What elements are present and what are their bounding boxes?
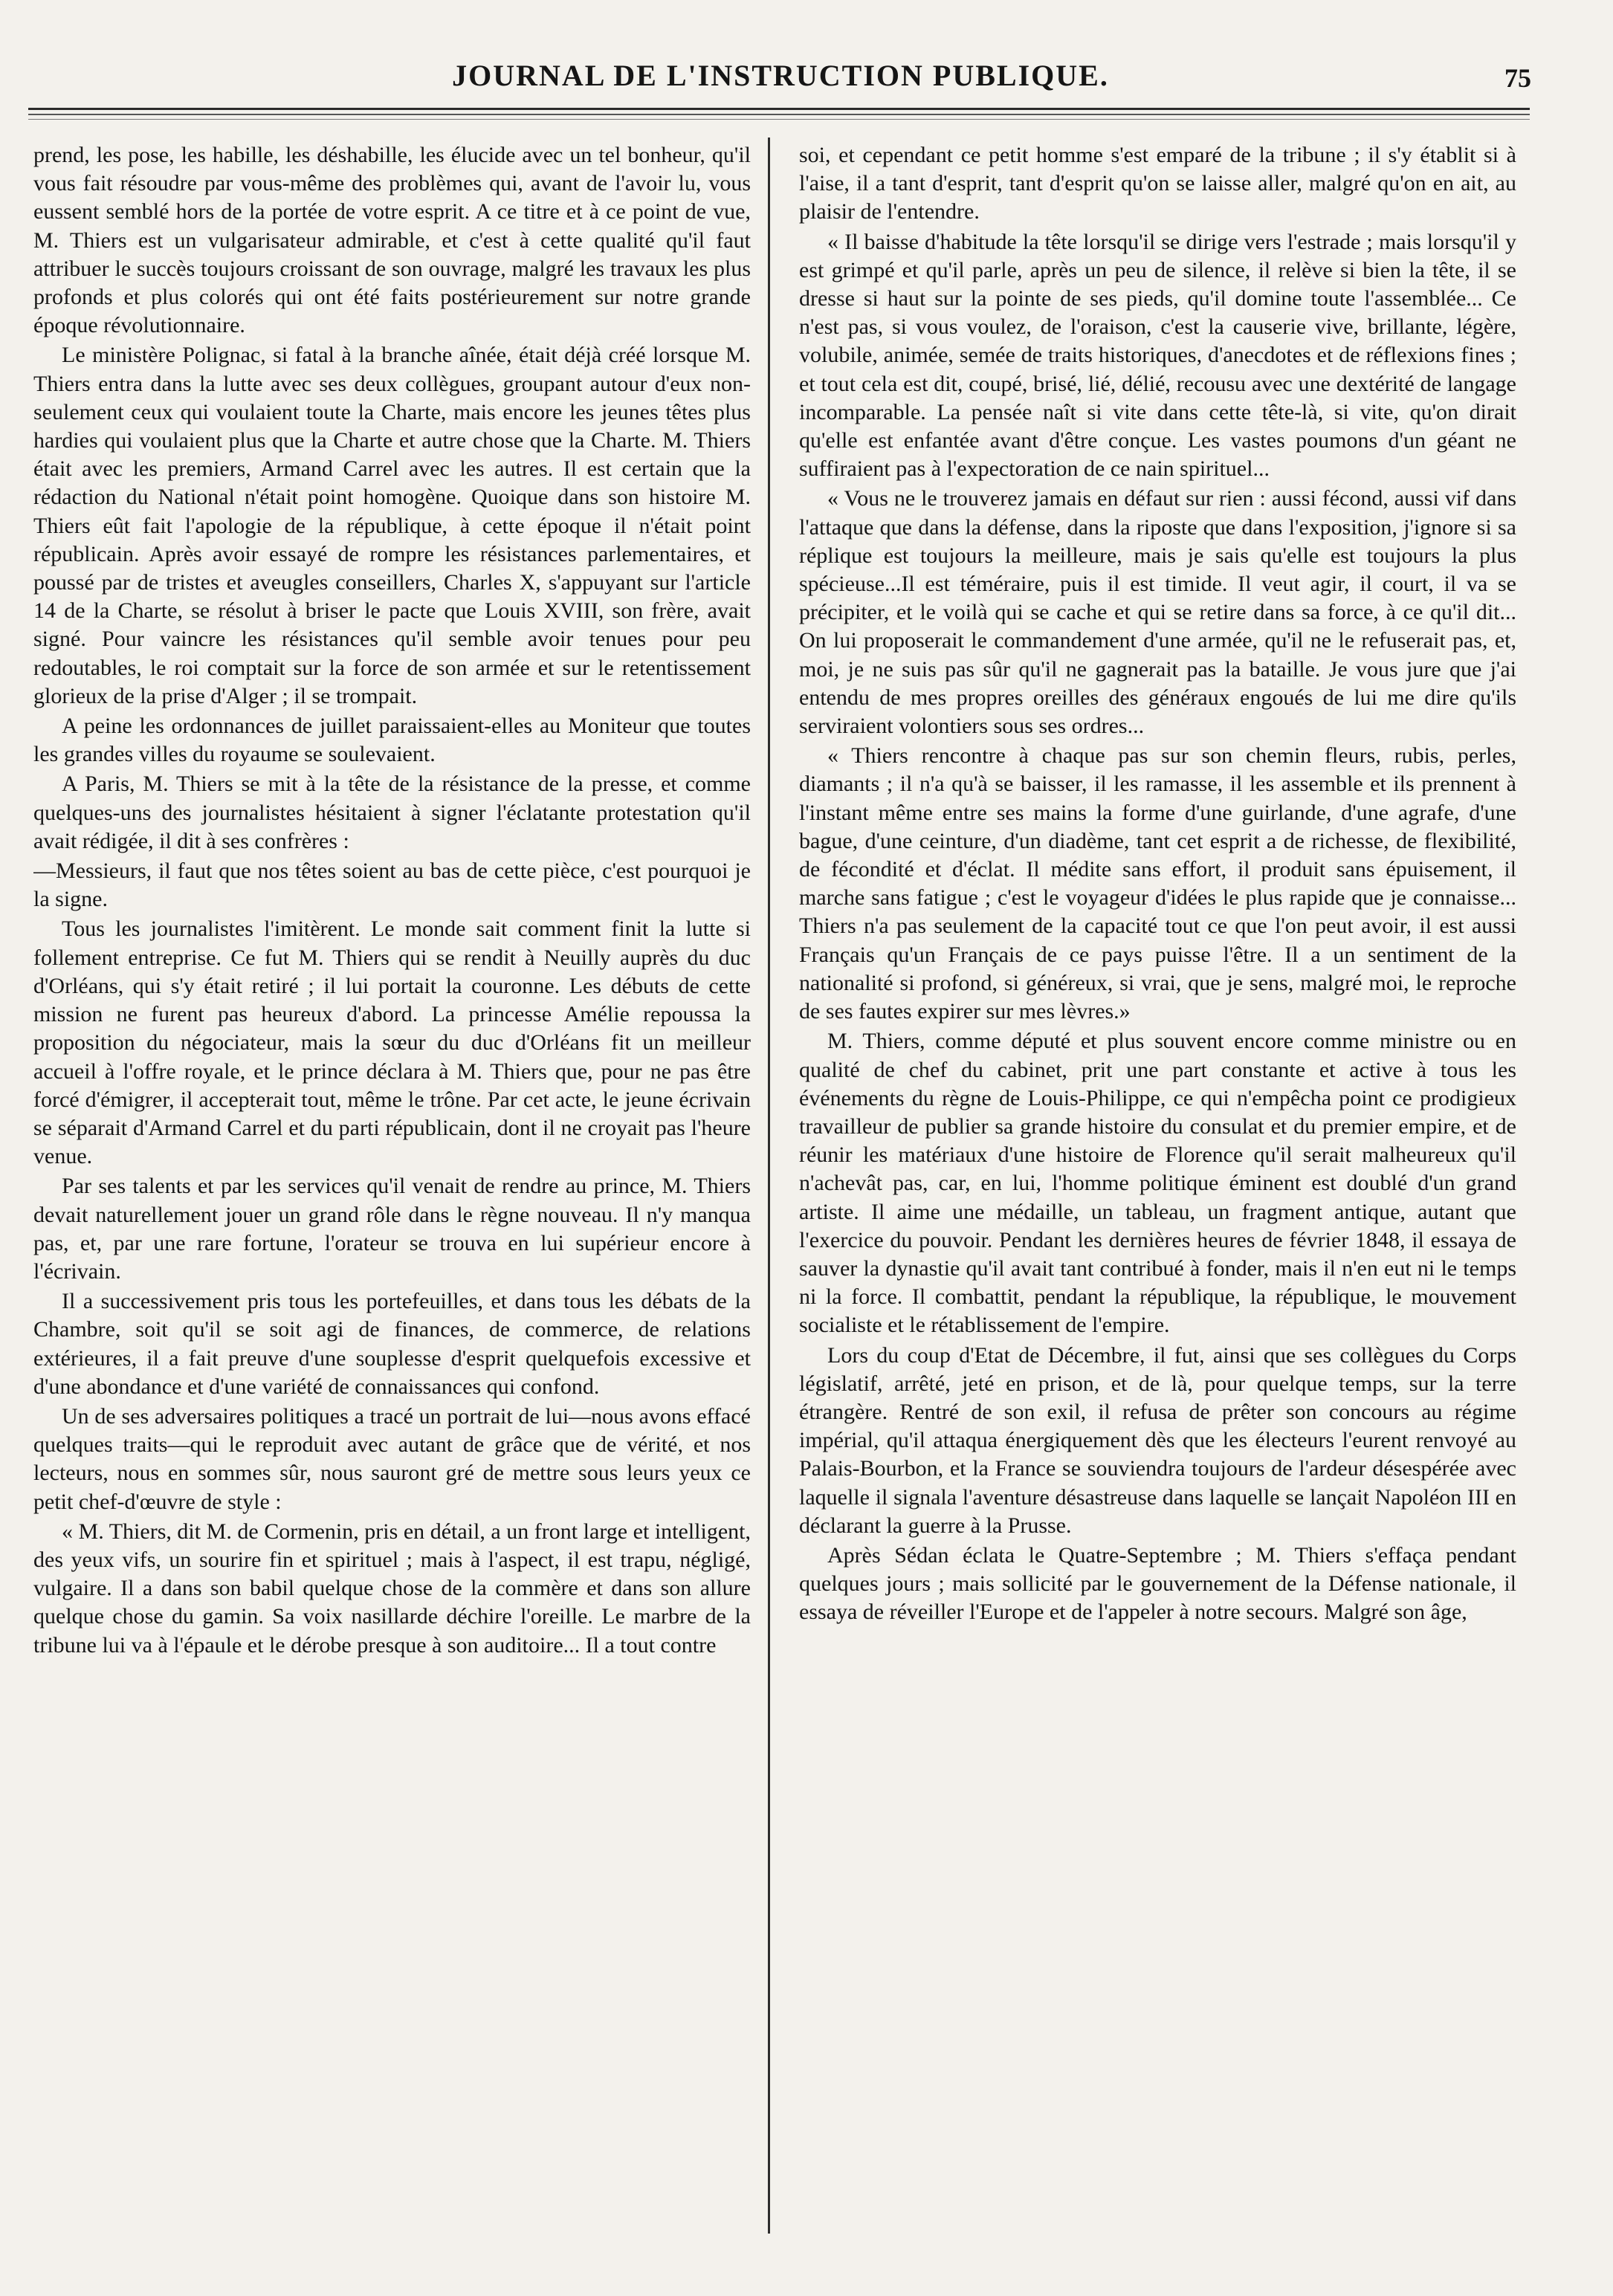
header-rule-secondary: [28, 114, 1530, 115]
paragraph: Lors du coup d'Etat de Décembre, il fut, ainsi que ses collègues du Corps législatif, arrêté, jeté en prison, et de là, pour quelque temps, sur la terre étrangère. Rentré de son exil, il refusa de prêter son concours au régime impérial, qu'il attaqua énergiquement dès que les électeurs l'eurent renvoyé au Palais-Bourbon, et la France se souviendra toujours de l'ardeur désespérée avec laquelle il signala l'aventure désastreuse dans laquelle se lançait Napoléon III en déclarant la guerre à la Prusse.: [799, 1342, 1516, 1538]
paragraph: A peine les ordonnances de juillet paraissaient-elles au Moniteur que toutes les grandes villes du royaume se soulevaient.: [33, 714, 751, 767]
right-column: [799, 141, 1516, 2222]
paragraph: Après Sédan éclata le Quatre-Septembre ; M. Thiers s'effaça pendant quelques jours ; mais sollicité par le gouvernement de la Défense nationale, il essaya de réveiller l'Europe et de l'appeler à notre secours. Malgré son âge,: [799, 1542, 1516, 1625]
paragraph: Tous les journalistes l'imitèrent. Le monde sait comment finit la lutte si follement entreprise. Ce fut M. Thiers qui se rendit à Neuilly auprès du duc d'Orléans, qui s'y était retiré ; il lui portait la couronne. Les débuts de cette mission ne furent pas heureux d'abord. La princesse Amélie repoussa la proposition du négociateur, mais la sœur du duc d'Orléans fit un meilleur accueil à l'offre royale, et le prince déclara à M. Thiers que, pour ne pas être forcé d'émigrer, il accepterait tout, même le trône. Par cet acte, le jeune écrivain se séparait d'Armand Carrel et du parti républicain, dont il ne croyait pas l'heure venue.: [33, 916, 751, 1169]
paragraph: soi, et cependant ce petit homme s'est emparé de la tribune ; il s'y établit si à l'aise, il a tant d'esprit, tant d'esprit qu'on se laisse aller, malgré qu'on en ait, au plaisir de l'entendre.: [799, 143, 1516, 224]
page-number: 75: [1504, 63, 1531, 93]
header-rule-tertiary: [28, 119, 1530, 120]
paragraph: « Vous ne le trouverez jamais en défaut sur rien : aussi fécond, aussi vif dans l'attaque que dans la défense, dans la riposte que dans l'exposition, j'ignore si sa réplique est toujours la meilleure, mais je sais qu'elle est toujours la plus spécieuse...Il est téméraire, puis il est timide. Il veut agir, il court, il va se précipiter, et le voilà qui se cache et qui se retire dans sa force, à ce qu'il dit... On lui proposerait le commandement d'une armée, qu'il ne le refuserait pas, et, moi, je ne suis pas sûr qu'il ne gagnerait pas la bataille. Je vous jure que j'ai entendu de mes propres oreilles des généraux engoués de lui me dire qu'ils serviraient volontiers sous ses ordres...: [799, 486, 1516, 739]
paragraph: Le ministère Polignac, si fatal à la branche aînée, était déjà créé lorsque M. Thiers entra dans la lutte avec ses deux collègues, groupant autour d'eux non-seulement ceux qui voulaient toute la Charte, mais encore les jeunes têtes plus hardies qui voulaient plus que la Charte et autre chose que la Charte. M. Thiers était avec les premiers, Armand Carrel avec les autres. Il est certain que la rédaction du National n'était point homogène. Quoique dans son histoire M. Thiers eût fait l'apologie de la république, à cette époque il n'était point républicain. Après avoir essayé de rompre les résistances parlementaires, et poussé par de tristes et aveugles conseillers, Charles X, s'appuyant sur l'article 14 de la Charte, se résolut à briser le pacte que Louis XVIII, son frère, avait signé. Pour vaincre les résistances qu'il semble avoir tenues pour peu redoutables, le roi comptait sur la force de son armée et sur le retentissement glorieux de la prise d'Alger ; il se trompait.: [33, 343, 751, 708]
header-rule: [28, 108, 1530, 110]
paragraph: Il a successivement pris tous les portefeuilles, et dans tous les débats de la Chambre, soit qu'il se soit agi de finances, de commerce, de relations extérieures, il a fait preuve d'une souplesse d'esprit quelquefois excessive et d'une abondance et d'une variété de connaissances qui confond.: [33, 1289, 751, 1399]
paragraph: Un de ses adversaires politiques a tracé un portrait de lui—nous avons effacé quelques traits—qui le reproduit avec autant de grâce que de vérité, et nos lecteurs, nous en sommes sûr, nous sauront gré de mettre sous leurs yeux ce petit chef-d'œuvre de style :: [33, 1403, 751, 1514]
paragraph: « Il baisse d'habitude la tête lorsqu'il se dirige vers l'estrade ; mais lorsqu'il y est grimpé et qu'il parle, après un peu de silence, il relève si bien la tête, il se dresse si haut sur la pointe de ses pieds, qu'il domine toute l'assemblée... Ce n'est pas, si vous voulez, de l'oraison, c'est la causerie vive, brillante, légère, volubile, animée, semée de traits historiques, d'anecdotes et de réflexions fines ; et tout cela est dit, coupé, brisé, lié, délié, recousu avec une dextérité de langage incomparable. La pensée naît si vite dans cette tête-là, si vite, qu'on dirait qu'elle est enfantée avant d'être conçue. Les vastes poumons d'un géant ne suffiraient pas à l'expectoration de ce nain spirituel...: [799, 229, 1516, 482]
paragraph: M. Thiers, comme député et plus souvent encore comme ministre ou en qualité de chef du cabinet, prit une part constante et active à tous les événements du règne de Louis-Philippe, ce qui n'empêcha point ce prodigieux travailleur de publier sa grande histoire du consulat et du premier empire, et de réunir les matériaux d'une histoire de Florence qu'il serait malheureux qu'il n'achevât pas, car, en lui, l'homme politique éminent est doublé d'un grand artiste. Il aime une médaille, un tableau, un fragment antique, autant que l'exercice du pouvoir. Pendant les dernières heures de février 1848, il essaya de sauver la dynastie qu'il avait tant contribué à fonder, mais il n'en eut ni le temps ni la force. Il combattit, pendant la république, la république, le mouvement socialiste et le rétablissement de l'empire.: [799, 1029, 1516, 1338]
paragraph: « M. Thiers, dit M. de Cormenin, pris en détail, a un front large et intelligent, des yeux vifs, un sourire fin et spirituel ; mais à l'aspect, il est trapu, négligé, vulgaire. Il a dans son babil quelque chose de la commère et dans son allure quelque chose du gamin. Sa voix nasillarde déchire l'oreille. Le marbre de la tribune lui va à l'épaule et le dérobe presque à son auditoire... Il a tout contre: [33, 1519, 751, 1658]
left-column: [33, 141, 751, 2222]
paragraph: « Thiers rencontre à chaque pas sur son chemin fleurs, rubis, perles, diamants ; il n'a qu'à se baisser, il les ramasse, il les assemble et ils prennent à l'instant même entre ses mains la forme d'une guirlande, d'une agrafe, d'une bague, d'une ceinture, d'un diadème, tant cet esprit a de richesse, de flexibilité, de fécondité et d'éclat. Il médite sans effort, il produit sans épuisement, il marche sans fatigue ; c'est le voyageur d'idées le plus rapide que je connaisse... Thiers n'a pas seulement de la capacité tout ce que l'on peut avoir, il est aussi Français qu'un Français de ce pays puisse l'être. Il a un sentiment de la nationalité si profond, si généreux, si vrai, que je sens, malgré moi, le reproche de ses fautes expirer sur mes lèvres.»: [799, 743, 1516, 1024]
paragraph: Par ses talents et par les services qu'il venait de rendre au prince, M. Thiers devait naturellement jouer un grand rôle dans le règne nouveau. Il n'y manqua pas, et, par une rare fortune, l'orateur se trouva en lui supérieur encore à l'écrivain.: [33, 1174, 751, 1284]
page-header: [30, 52, 1531, 104]
column-divider: [768, 138, 770, 2234]
journal-title: JOURNAL DE L'INSTRUCTION PUBLIQUE.: [452, 59, 1109, 92]
paragraph: —Messieurs, il faut que nos têtes soient au bas de cette pièce, c'est pourquoi je la signe.: [33, 858, 751, 912]
paragraph: prend, les pose, les habille, les déshabille, les élucide avec un tel bonheur, qu'il vous fait résoudre par vous-même des problèmes qui, avant de l'avoir lu, vous eussent semblé hors de la portée de votre esprit. A ce titre et à ce point de vue, M. Thiers est un vulgarisateur admirable, et c'est à cette qualité qu'il faut attribuer le succès toujours croissant de son ouvrage, malgré les travaux les plus profonds et plus colorés qui ont été faits postérieurement sur notre grande époque révolutionnaire.: [33, 143, 751, 338]
paragraph: A Paris, M. Thiers se mit à la tête de la résistance de la presse, et comme quelques-uns des journalistes hésitaient à signer l'éclatante protestation qu'il avait rédigée, il dit à ses confrères :: [33, 772, 751, 853]
